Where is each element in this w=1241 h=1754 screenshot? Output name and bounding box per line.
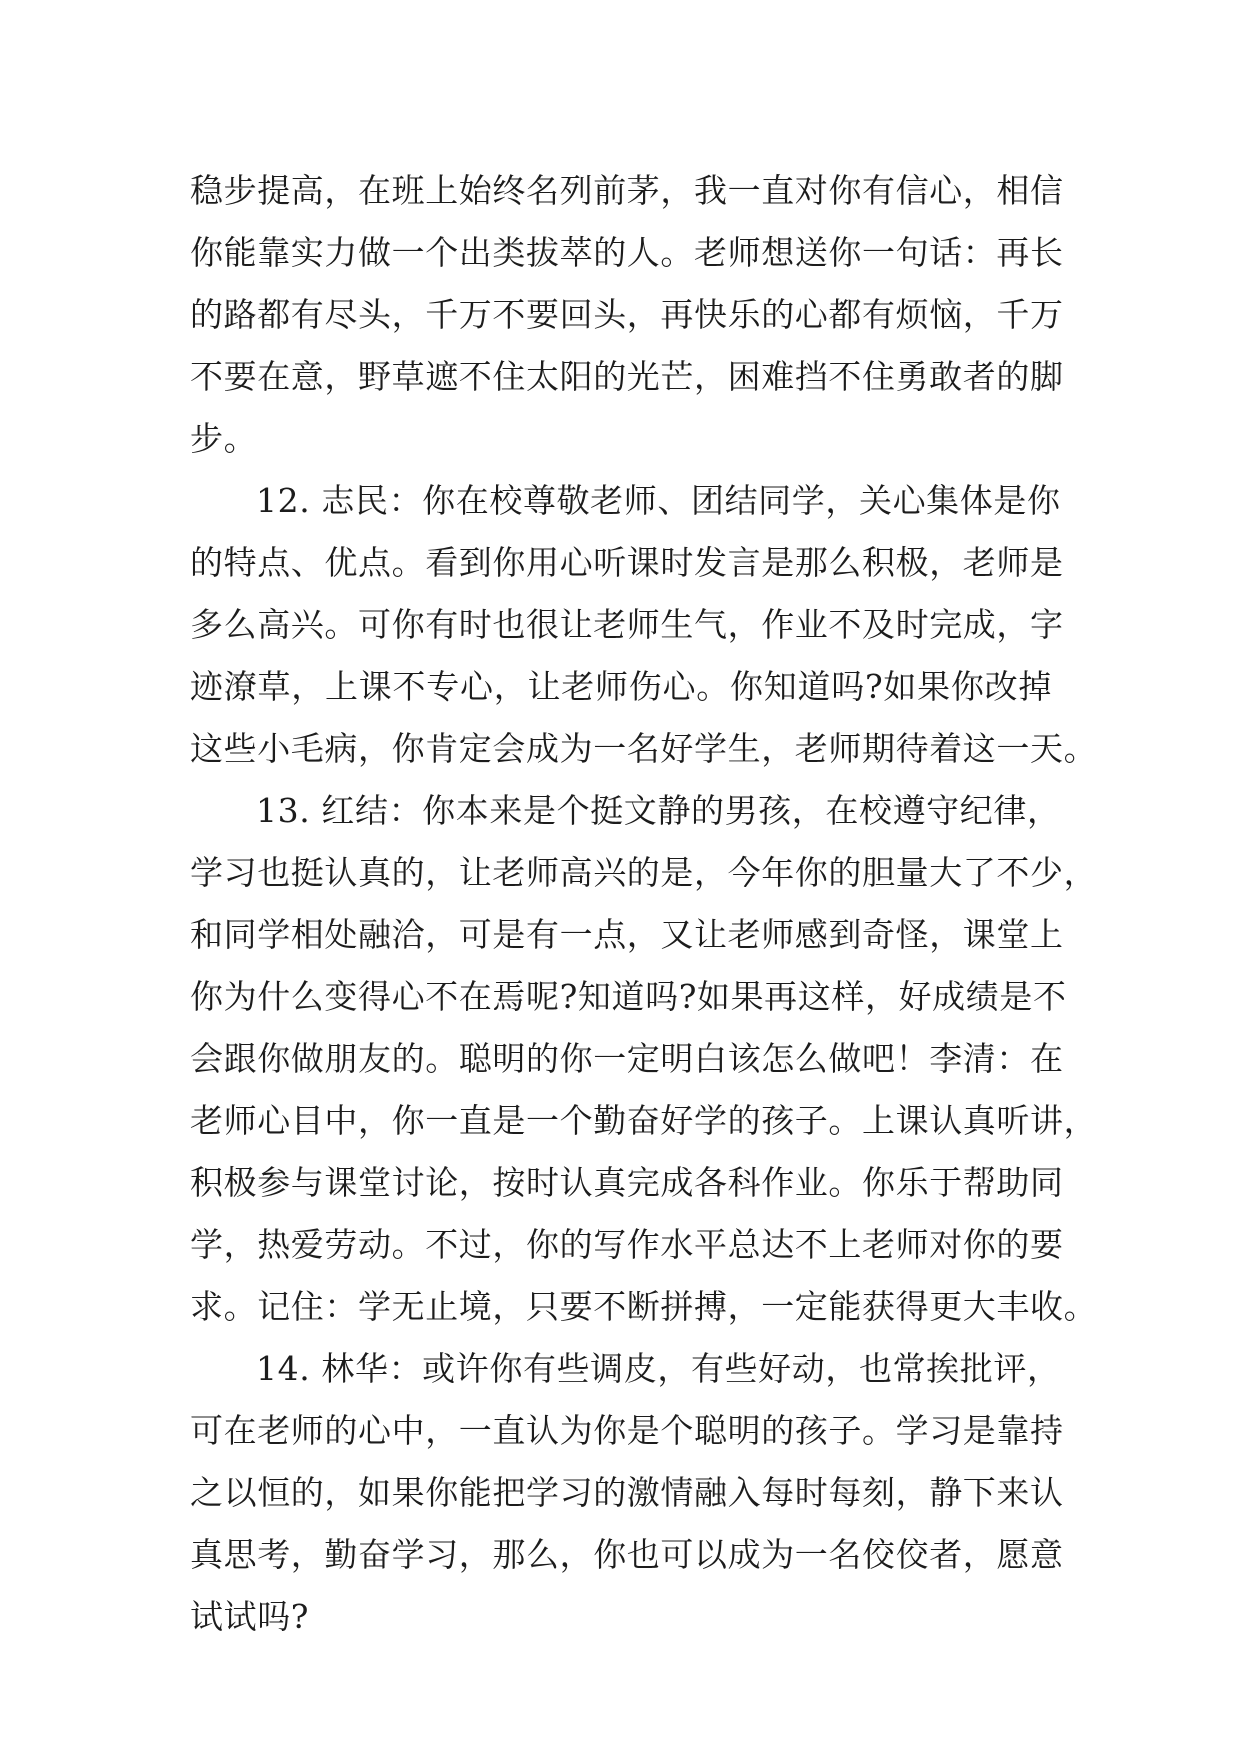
text-line: 的特点、优点。看到你用心听课时发言是那么积极，老师是: [190, 543, 1064, 582]
text-line: 之以恒的，如果你能把学习的激情融入每时每刻，静下来认: [190, 1473, 1064, 1512]
paragraph-12-start: 12. 志民：你在校尊敬老师、团结同学，关心集体是你: [256, 481, 1061, 520]
paragraph-13-start: 13. 红结：你本来是个挺文静的男孩，在校遵守纪律，: [256, 791, 1061, 830]
text-line: 学，热爱劳动。不过，你的写作水平总达不上老师对你的要: [190, 1225, 1064, 1264]
text-line: 迹潦草，上课不专心，让老师伤心。你知道吗?如果你改掉: [190, 667, 1052, 706]
text-line: 你能靠实力做一个出类拔萃的人。老师想送你一句话：再长: [190, 233, 1064, 272]
text-line: 学习也挺认真的，让老师高兴的是，今年你的胆量大了不少，: [190, 853, 1098, 892]
text-line: 这些小毛病，你肯定会成为一名好学生，老师期待着这一天。: [190, 729, 1098, 768]
text-line: 老师心目中，你一直是一个勤奋好学的孩子。上课认真听讲，: [190, 1101, 1098, 1140]
paragraph-14-start: 14. 林华：或许你有些调皮，有些好动，也常挨批评，: [256, 1349, 1061, 1388]
text-line: 试试吗?: [190, 1597, 310, 1636]
text-line: 步。: [190, 419, 258, 458]
text-line: 会跟你做朋友的。聪明的你一定明白该怎么做吧！李清：在: [190, 1039, 1064, 1078]
text-line: 的路都有尽头，千万不要回头，再快乐的心都有烦恼，千万: [190, 295, 1064, 334]
text-line: 真思考，勤奋学习，那么，你也可以成为一名佼佼者，愿意: [190, 1535, 1064, 1574]
document-body: [190, 160, 1098, 1648]
text-line: 你为什么变得心不在焉呢?知道吗?如果再这样，好成绩是不: [190, 977, 1067, 1016]
text-line: 稳步提高，在班上始终名列前茅，我一直对你有信心，相信: [190, 171, 1064, 210]
text-line: 求。记住：学无止境，只要不断拼搏，一定能获得更大丰收。: [190, 1287, 1098, 1326]
text-line: 可在老师的心中，一直认为你是个聪明的孩子。学习是靠持: [190, 1411, 1064, 1450]
text-line: 积极参与课堂讨论，按时认真完成各科作业。你乐于帮助同: [190, 1163, 1064, 1202]
text-line: 多么高兴。可你有时也很让老师生气，作业不及时完成，字: [190, 605, 1064, 644]
text-line: 和同学相处融洽，可是有一点，又让老师感到奇怪，课堂上: [190, 915, 1064, 954]
text-line: 不要在意，野草遮不住太阳的光芒，困难挡不住勇敢者的脚: [190, 357, 1064, 396]
